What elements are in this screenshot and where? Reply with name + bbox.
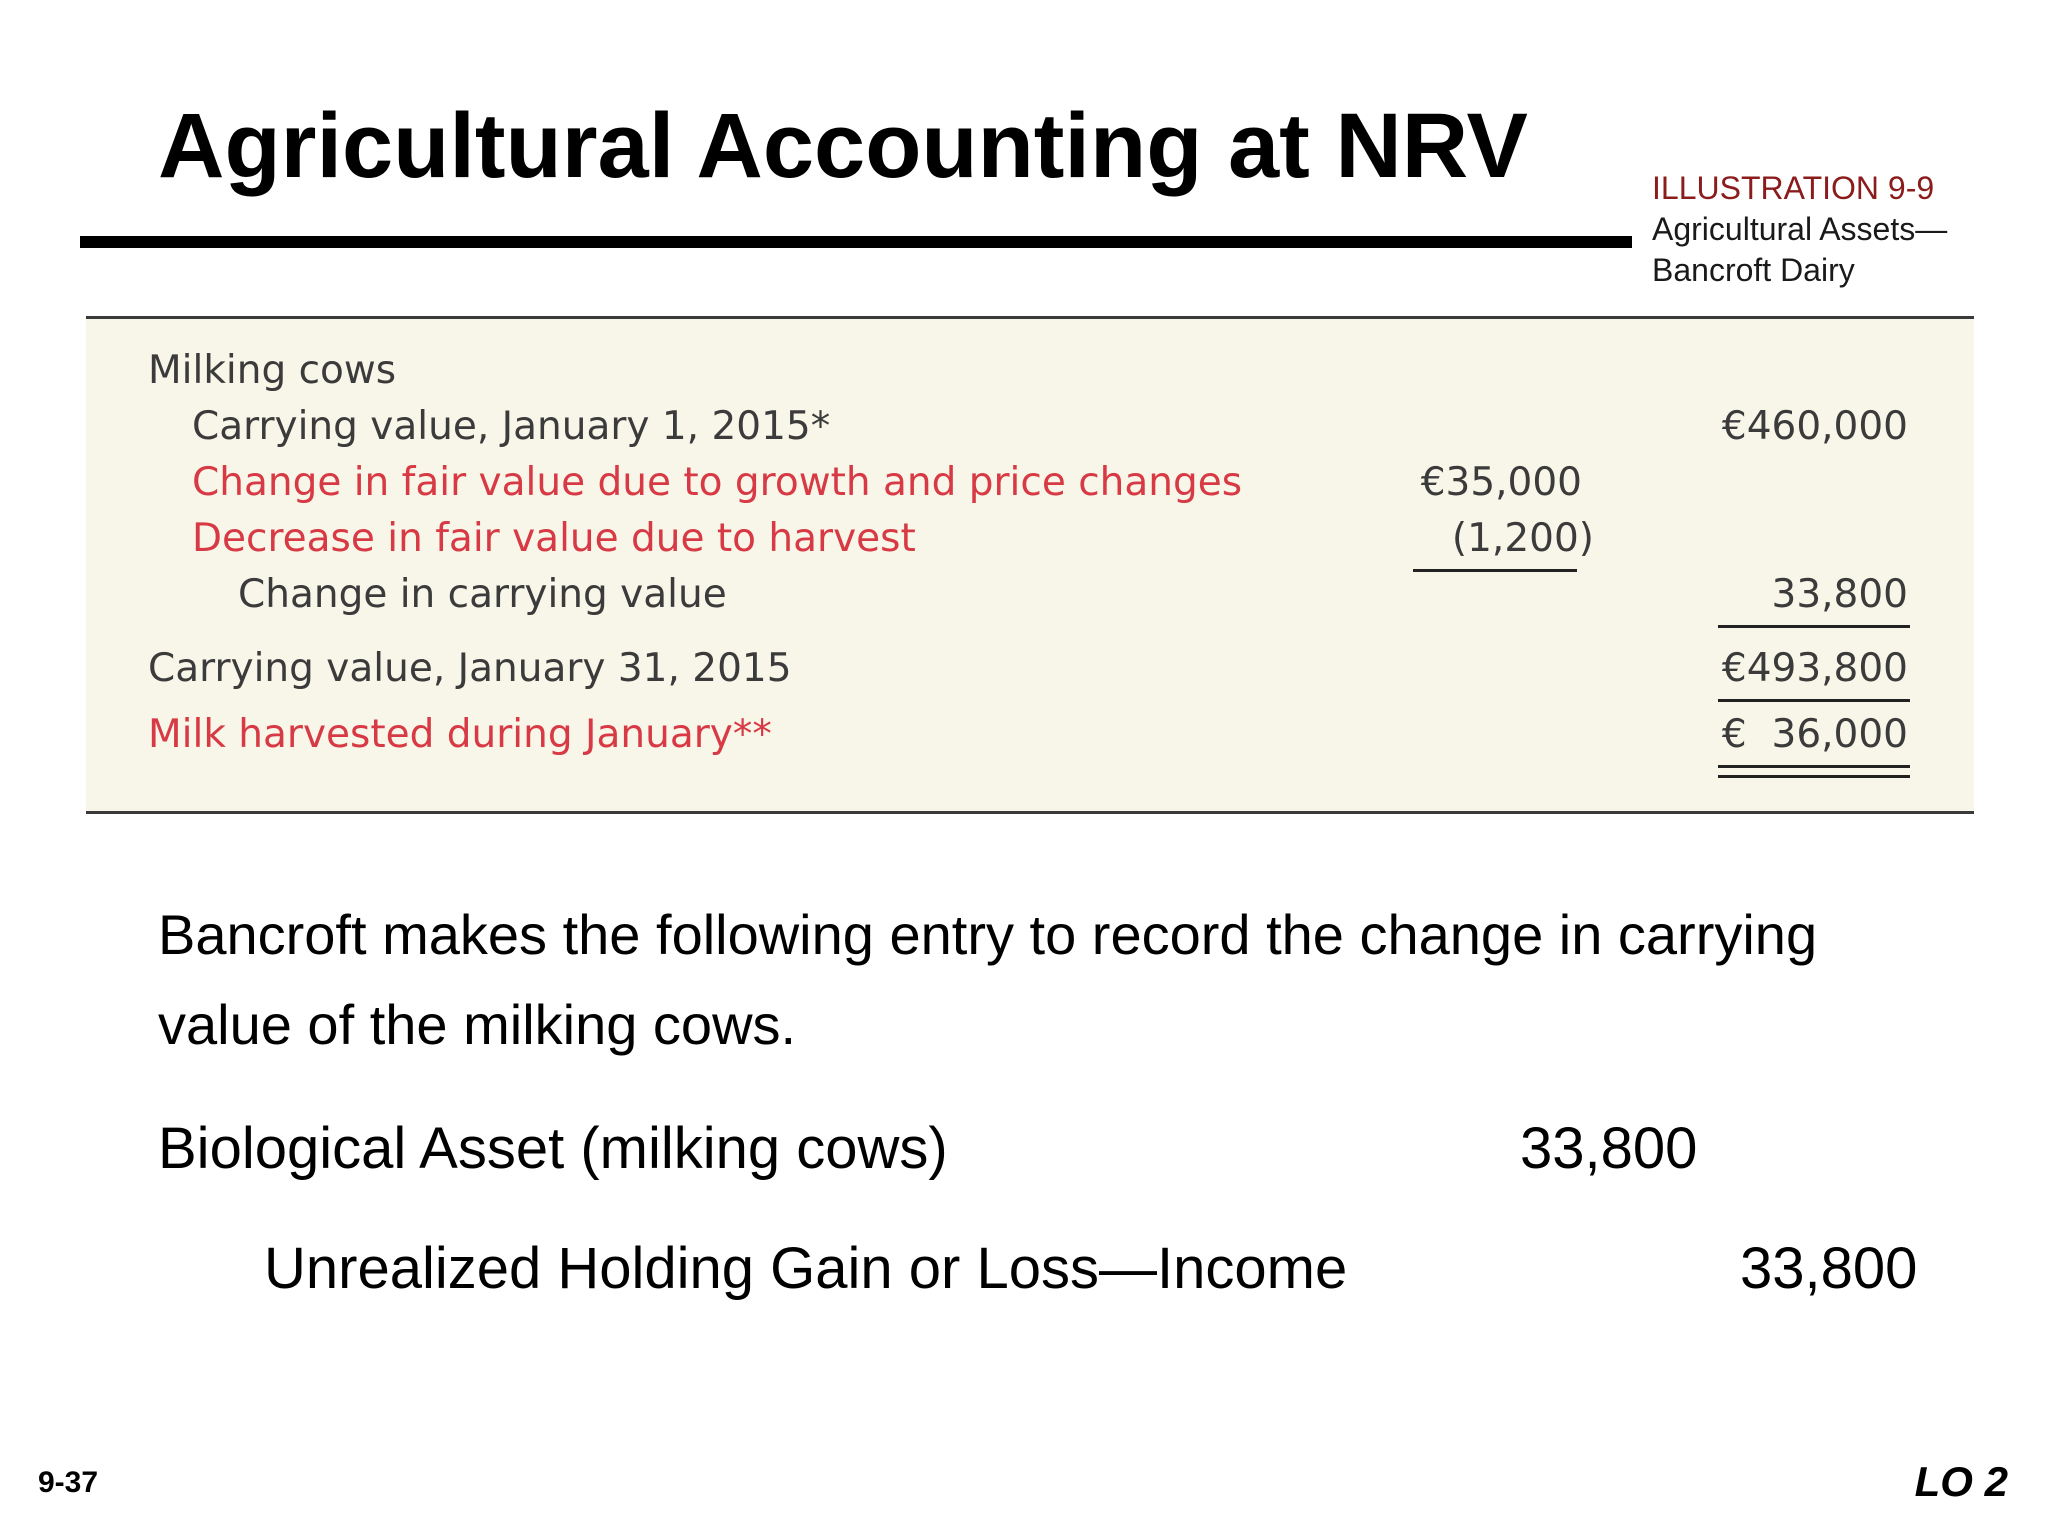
debit-account: Biological Asset (milking cows) <box>158 1116 948 1181</box>
illustration-caption-line1: Agricultural Assets— <box>1652 211 1948 247</box>
illustration-label: ILLUSTRATION 9-9 <box>1652 170 1935 206</box>
table-row-label: Milk harvested during January** <box>148 712 772 757</box>
carrying-value-table <box>86 316 1974 814</box>
subtotal-underline <box>1413 569 1577 572</box>
table-row-label: Decrease in fair value due to harvest <box>192 516 916 561</box>
credit-account: Unrealized Holding Gain or Loss—Income <box>264 1236 1348 1301</box>
illustration-caption-line2: Bancroft Dairy <box>1652 252 1855 288</box>
illustration-caption <box>1652 168 1947 291</box>
slide-title: Agricultural Accounting at NRV <box>158 95 1528 197</box>
table-heading: Milking cows <box>148 348 397 393</box>
page-number: 9-37 <box>38 1466 99 1499</box>
total-underline <box>1718 699 1910 702</box>
table-row-label: Carrying value, January 31, 2015 <box>148 646 792 691</box>
learning-objective: LO 2 <box>1914 1458 2008 1505</box>
credit-amount: 33,800 <box>1740 1236 1918 1301</box>
table-row-label: Change in carrying value <box>238 572 727 617</box>
total-underline <box>1718 625 1910 628</box>
table-row-amount: €460,000 <box>1721 404 1908 449</box>
table-row-label: Carrying value, January 1, 2015* <box>192 404 831 449</box>
double-underline-bottom <box>1718 775 1910 778</box>
table-row-label: Change in fair value due to growth and price changes <box>192 460 1243 505</box>
table-row-amount: €493,800 <box>1721 646 1908 691</box>
table-row-amount: 33,800 <box>1771 572 1908 617</box>
body-paragraph: Bancroft makes the following entry to record the change in carrying value of the milking cows. <box>158 903 1818 1056</box>
debit-amount: 33,800 <box>1520 1116 1698 1181</box>
table-row-amount: €35,000 <box>1420 460 1582 505</box>
double-underline-top <box>1718 765 1910 768</box>
table-row-amount: € 36,000 <box>1721 712 1908 757</box>
title-rule <box>80 236 1632 248</box>
table-row-amount: (1,200) <box>1451 516 1594 561</box>
